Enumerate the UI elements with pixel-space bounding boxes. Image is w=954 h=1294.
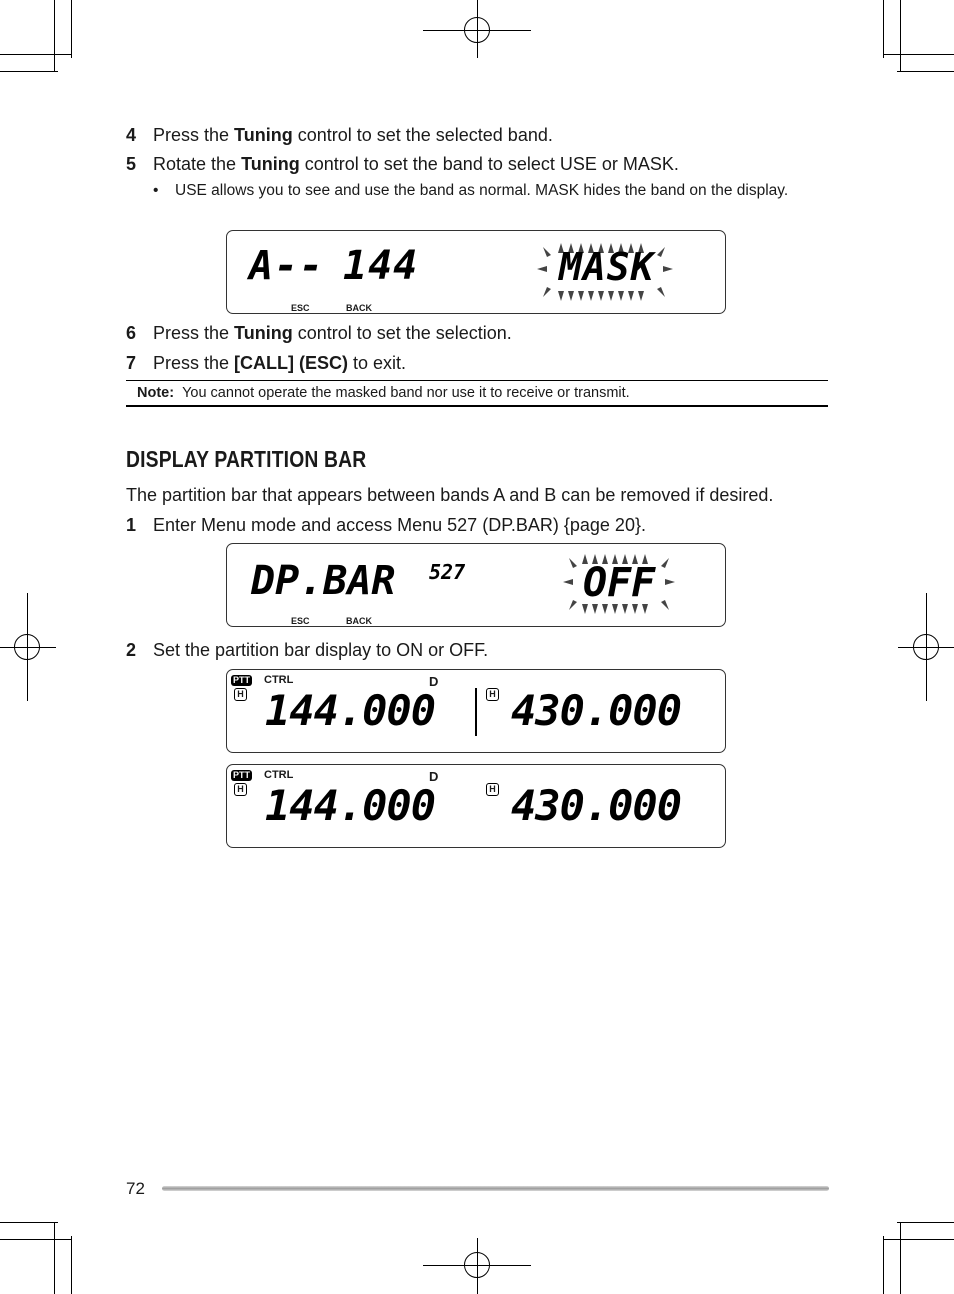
step-2: 2 Set the partition bar display to ON or OFF.: [126, 640, 489, 660]
power-high-indicator-b: H: [486, 783, 499, 796]
note-label: Note:: [137, 385, 175, 401]
step-4: 4 Press the Tuning control to set the selected band.: [126, 125, 553, 145]
bullet-text: USE allows you to see and use the band as normal. MASK hides the band on the display.: [175, 182, 789, 199]
lcd-off-value: OFF: [583, 560, 656, 606]
step-1: 1 Enter Menu mode and access Menu 527 (DP.BAR) {page 20}.: [126, 515, 646, 535]
lcd-menu-name: DP.BAR: [251, 558, 396, 604]
power-high-indicator-a: H: [234, 783, 247, 796]
page-number: 72: [126, 1179, 145, 1198]
note-box: [126, 380, 828, 407]
step-7: 7 Press the [CALL] (ESC) to exit.: [126, 353, 407, 373]
ctrl-indicator: CTRL: [264, 769, 294, 781]
digital-mode-indicator: D: [429, 674, 439, 689]
lcd-display-bar-on: [226, 669, 726, 753]
ptt-indicator: PTT: [233, 675, 250, 685]
bullet-mark: •: [153, 182, 159, 199]
digital-mode-indicator: D: [429, 769, 439, 784]
lcd-display-dpbar: [226, 543, 726, 627]
lcd-esc-label: ESC: [291, 616, 310, 626]
frequency-band-b: 430.000: [511, 781, 682, 830]
power-high-indicator-a: H: [234, 688, 247, 701]
lcd-back-label: BACK: [346, 303, 372, 313]
lcd-mask-value: MASK: [559, 245, 655, 289]
frequency-band-b: 430.000: [511, 686, 682, 735]
lcd-band-prefix: A--: [249, 243, 325, 289]
frequency-band-a: 144.000: [265, 781, 436, 830]
note-text: You cannot operate the masked band nor use it to receive or transmit.: [182, 385, 630, 401]
step-5: 5 Rotate the Tuning control to set the band to select USE or MASK.: [126, 154, 679, 174]
partition-bar: [475, 688, 477, 736]
step-6: 6 Press the Tuning control to set the selection.: [126, 323, 512, 343]
bullet-item: [153, 181, 813, 200]
lcd-display-mask: [226, 230, 726, 314]
power-high-indicator-b: H: [486, 688, 499, 701]
lcd-esc-label: ESC: [291, 303, 310, 313]
ptt-indicator: PTT: [233, 770, 250, 780]
frequency-band-a: 144.000: [265, 686, 436, 735]
lcd-menu-number: 527: [429, 560, 466, 584]
ctrl-indicator: CTRL: [264, 674, 294, 686]
lcd-display-bar-off: [226, 764, 726, 848]
lcd-band-number: 144: [343, 243, 419, 289]
footer-rule: [162, 1186, 829, 1191]
section-intro: The partition bar that appears between bands A and B can be removed if desired.: [126, 485, 774, 505]
section-heading: DISPLAY PARTITION BAR: [126, 446, 367, 472]
lcd-back-label: BACK: [346, 616, 372, 626]
